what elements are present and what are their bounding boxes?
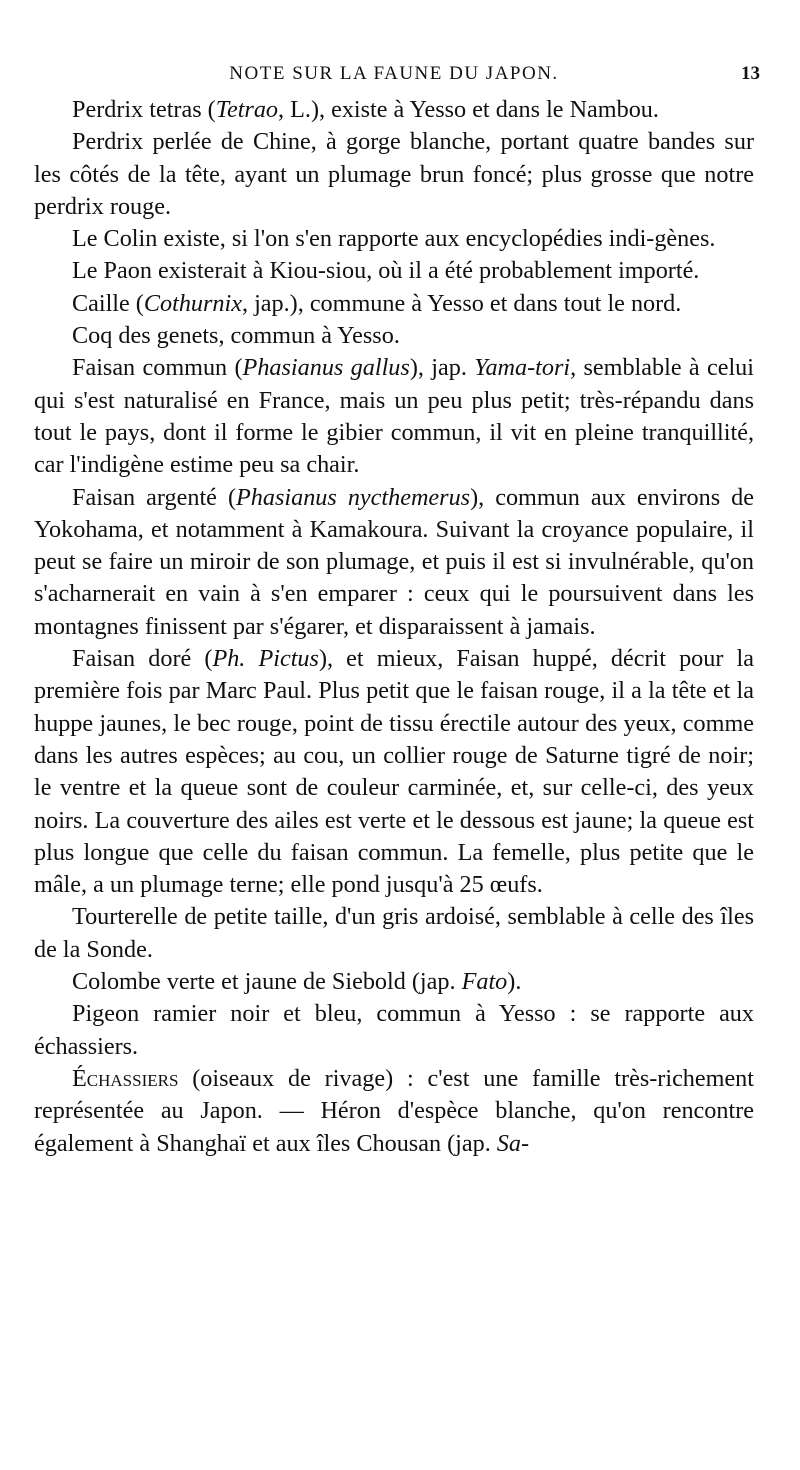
italic-text: Yama-tori bbox=[474, 354, 571, 382]
running-title: NOTE SUR LA FAUNE DU JAPON. bbox=[229, 63, 559, 84]
text-run: Tourterelle de petite taille, d'un gris ardoisé, semblable à celle des îles de la Sonde. bbox=[34, 903, 754, 963]
italic-text: Fato bbox=[461, 968, 508, 996]
paragraph bbox=[34, 223, 754, 255]
text-run: Perdrix tetras ( bbox=[72, 96, 216, 123]
text-run: (oiseaux de rivage) : c'est une famille très-richement représentée au Japon. — Héron d'espèce blanche, qu'on rencontre également à Shanghaï et aux îles Chousan (jap. bbox=[34, 1064, 754, 1157]
paragraph bbox=[34, 352, 754, 481]
book-page bbox=[34, 58, 760, 1160]
paragraph bbox=[34, 126, 754, 223]
text-run: ), et mieux, Faisan huppé, décrit pour la première fois par Marc Paul. Plus petit que le faisan rouge, il a la tête et la huppe jaunes, le bec rouge, point de tissu érectile autour des yeux, comme dans les autres espèces; au cou, un collier rouge de Saturne tigré de noir; le ventre et la queue sont de couleur carminée, et, sur celle-ci, des yeux noirs. La couverture des ailes est verte et le dessous est jaune; la queue est plus longue que celle du faisan commun. La femelle, plus petite que le mâle, a un plumage terne; elle pond jusqu'à 25 œufs. bbox=[34, 645, 754, 899]
running-header bbox=[34, 58, 760, 90]
paragraph bbox=[34, 482, 754, 643]
text-run: ). bbox=[507, 968, 522, 996]
text-run: Perdrix perlée de Chine, à gorge blanche, portant quatre bandes sur les côtés de la tête, ayant un plumage brun foncé; plus grosse que notre perdrix rouge. bbox=[34, 128, 754, 220]
text-run: , L.), existe à Yesso et dans le Nambou. bbox=[278, 96, 659, 123]
text-run: Caille ( bbox=[72, 289, 144, 317]
italic-text: Ph. Pictus bbox=[212, 645, 319, 673]
text-run: Échassiers bbox=[72, 1064, 179, 1092]
italic-text: Cothurnix bbox=[143, 289, 242, 317]
paragraph bbox=[34, 998, 754, 1063]
paragraph bbox=[34, 320, 754, 352]
italic-text: Phasianus gallus bbox=[242, 354, 410, 382]
paragraph bbox=[34, 1063, 754, 1160]
text-run: , jap.), commune à Yesso et dans tout le nord. bbox=[241, 289, 682, 317]
paragraph bbox=[34, 94, 754, 126]
text-run: Le Colin existe, si l'on s'en rapporte aux encyclopédies indi-gènes. bbox=[72, 225, 716, 253]
text-run: Faisan commun ( bbox=[72, 354, 243, 382]
text-run: Coq des genets, commun à Yesso. bbox=[72, 322, 400, 350]
paragraph bbox=[34, 288, 754, 320]
page-number: 13 bbox=[741, 63, 760, 84]
text-run: Pigeon ramier noir et bleu, commun à Yesso : se rapporte aux échassiers. bbox=[34, 1000, 754, 1060]
text-run: , semblable à celui qui s'est naturalisé en France, mais un peu plus petit; très-répandu dans tout le pays, dont il forme le gibier commun, il vit en pleine tranquillité, car l'indigène estime peu sa chair. bbox=[34, 354, 754, 479]
text-run: ), commun aux environs de Yokohama, et notamment à Kamakoura. Suivant la croyance populaire, il peut se faire un miroir de son plumage, et puis il est si invulnérable, qu'on s'acharnerait en vain à s'en emparer : ceux qui le poursuivent dans les montagnes finissent par s'égarer, et disparaissent à jamais. bbox=[34, 483, 755, 640]
italic-text: Phasianus nycthemerus bbox=[236, 483, 471, 511]
text-run: ), jap. bbox=[409, 354, 475, 382]
paragraph bbox=[34, 255, 754, 287]
text-run: Faisan doré ( bbox=[72, 645, 213, 673]
paragraph bbox=[34, 966, 754, 998]
paragraph bbox=[34, 643, 754, 901]
italic-text: Tetrao bbox=[215, 96, 279, 123]
text-run: Le Paon existerait à Kiou-siou, où il a été probablement importé. bbox=[72, 257, 700, 285]
page-body bbox=[34, 94, 754, 1160]
text-run: Colombe verte et jaune de Siebold (jap. bbox=[72, 968, 462, 996]
text-run: Faisan argenté ( bbox=[72, 483, 237, 511]
italic-text: Sa- bbox=[496, 1129, 530, 1157]
paragraph bbox=[34, 901, 754, 966]
